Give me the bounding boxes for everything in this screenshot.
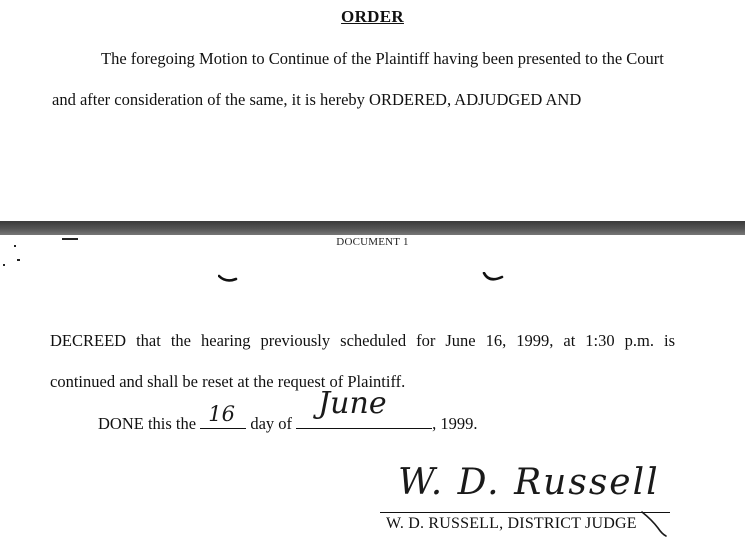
page-divider — [0, 221, 745, 235]
judge-name: W. D. RUSSELL, DISTRICT JUDGE — [386, 515, 637, 532]
decree-paragraph-line-1: DECREED that the hearing previously scheduled for June 16, 1999, at 1:30 p.m. is — [50, 331, 675, 350]
day-handwritten: 16 — [208, 402, 235, 426]
year-suffix: , 1999. — [432, 414, 478, 433]
order-paragraph-line-2: and after consideration of the same, it is hereby ORDERED, ADJUDGED AND — [52, 90, 582, 109]
done-line — [98, 386, 478, 434]
month-handwritten: June — [318, 386, 387, 421]
month-blank — [296, 386, 432, 429]
done-prefix: DONE this the — [98, 414, 197, 433]
day-of-text: day of — [250, 414, 293, 433]
day-blank — [200, 402, 246, 429]
judge-signature: W. D. Russell — [398, 462, 660, 503]
decree-paragraph-line-2: continued and shall be reset at the request of Plaintiff. — [50, 372, 406, 391]
order-paragraph-line-1: The foregoing Motion to Continue of the Plaintiff having been presented to the Court — [101, 49, 664, 68]
signature-flourish — [640, 498, 680, 538]
document-label: DOCUMENT 1 — [336, 236, 409, 248]
signature-line — [380, 512, 670, 513]
order-title: ORDER — [341, 7, 404, 26]
